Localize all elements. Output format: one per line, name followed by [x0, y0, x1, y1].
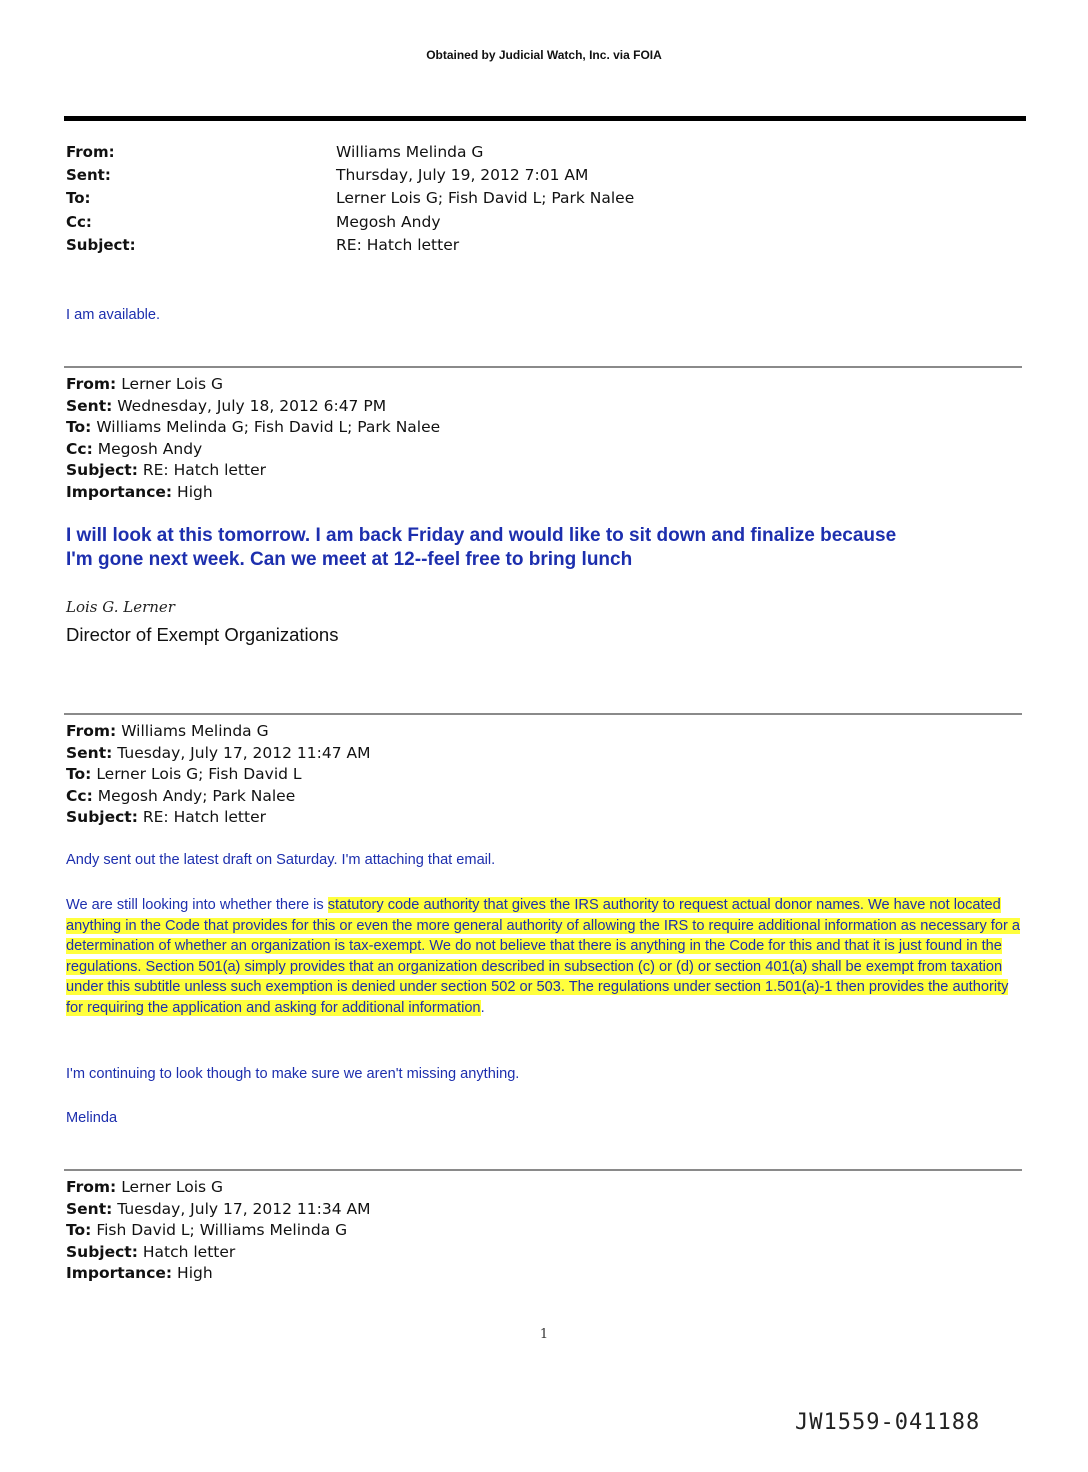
email2-subject: RE: Hatch letter — [142, 461, 266, 480]
email1-from: Williams Melinda G — [336, 143, 484, 161]
email1-sent-label: Sent: — [66, 166, 111, 184]
email4-importance-label: Importance: — [66, 1264, 173, 1283]
email3-header — [66, 721, 371, 829]
email3-para1: Andy sent out the latest draft on Saturday. I'm attaching that email. — [66, 852, 496, 868]
email2-from-label: From: — [66, 375, 117, 393]
email1-to: Lerner Lois G; Fish David L; Park Nalee — [336, 189, 635, 207]
top-divider — [64, 116, 1026, 121]
bates-number: JW1559-041188 — [795, 1410, 981, 1435]
email3-para2 — [66, 895, 1026, 1019]
email1-subject-label: Subject: — [66, 236, 136, 254]
email3-signoff: Melinda — [66, 1110, 118, 1126]
handwritten-signature: Lois G. Lerner — [66, 598, 175, 616]
email4-subject-label: Subject: — [66, 1242, 138, 1261]
email1-subject: RE: Hatch letter — [336, 236, 460, 254]
divider-3 — [64, 1169, 1022, 1171]
email4-to-label: To: — [66, 1221, 92, 1240]
email2-sent-label: Sent: — [66, 396, 113, 415]
email4-from: Lerner Lois G — [121, 1178, 224, 1196]
signature-title: Director of Exempt Organizations — [66, 624, 339, 645]
email1-to-label: To: — [66, 189, 91, 207]
email3-cc: Megosh Andy; Park Nalee — [97, 786, 296, 805]
email3-to: Lerner Lois G; Fish David L — [96, 765, 302, 784]
email1-sent: Thursday, July 19, 2012 7:01 AM — [336, 166, 589, 184]
email3-para2-plain: We are still looking into whether there is — [66, 897, 328, 913]
email2-sent: Wednesday, July 18, 2012 6:47 PM — [117, 396, 387, 415]
email1-cc: Megosh Andy — [336, 213, 441, 231]
email4-importance: High — [177, 1264, 213, 1283]
email4-sent: Tuesday, July 17, 2012 11:34 AM — [117, 1199, 371, 1218]
email3-to-label: To: — [66, 765, 92, 784]
email2-to: Williams Melinda G; Fish David L; Park Nalee — [96, 418, 441, 437]
email3-sent: Tuesday, July 17, 2012 11:47 AM — [117, 743, 371, 762]
email4-sent-label: Sent: — [66, 1199, 113, 1218]
email1-body: I am available. — [66, 307, 161, 323]
email2-importance-label: Importance: — [66, 482, 173, 501]
email2-cc: Megosh Andy — [97, 439, 203, 458]
email2-body-line1: I will look at this tomorrow. I am back Friday and would like to sit down and finalize because — [66, 525, 897, 546]
email3-subject-label: Subject: — [66, 808, 138, 827]
email3-from-label: From: — [66, 722, 117, 740]
email2-subject-label: Subject: — [66, 461, 138, 480]
email2-cc-label: Cc: — [66, 439, 93, 458]
divider-1 — [64, 366, 1022, 368]
email4-subject: Hatch letter — [142, 1242, 236, 1261]
email1-cc-label: Cc: — [66, 213, 92, 231]
divider-2 — [64, 713, 1022, 715]
email2-from: Lerner Lois G — [121, 375, 224, 393]
email2-header — [66, 374, 440, 504]
email3-para2-end: . — [480, 999, 485, 1016]
email3-para3: I'm continuing to look though to make sure we aren't missing anything. — [66, 1066, 520, 1082]
email3-from: Williams Melinda G — [121, 722, 269, 740]
email2-body — [66, 524, 896, 572]
email3-sent-label: Sent: — [66, 743, 113, 762]
page-number: 1 — [539, 1327, 549, 1342]
email2-importance: High — [177, 482, 213, 501]
email2-to-label: To: — [66, 418, 92, 437]
email4-header — [66, 1177, 371, 1285]
email3-subject: RE: Hatch letter — [142, 808, 266, 827]
email2-body-line2: I'm gone next week. Can we meet at 12--feel free to bring lunch — [66, 549, 633, 570]
highlighted-text: statutory code authority that gives the IRS authority to request actual donor names. We have not located anything in the Code that provides for this or even the more general authority of allowing the IRS to require additional information as necessary for a determination of whether an organization is tax-exempt. We do not believe that there is anything in the Code for this and that it is just found in the regulations. Section 501(a) simply provides that an organization described in subsection (c) or (d) or section 401(a) shall be exempt from taxation under this subtitle unless such exemption is denied under section 502 or 503. The regulations under section 1.501(a)-1 then provides the authority for requiring the application and asking for additional information — [66, 897, 1020, 1016]
email3-cc-label: Cc: — [66, 786, 93, 805]
email1-from-label: From: — [66, 143, 115, 161]
email4-from-label: From: — [66, 1178, 117, 1196]
email4-to: Fish David L; Williams Melinda G — [96, 1221, 348, 1240]
foia-header: Obtained by Judicial Watch, Inc. via FOIA — [426, 48, 662, 62]
